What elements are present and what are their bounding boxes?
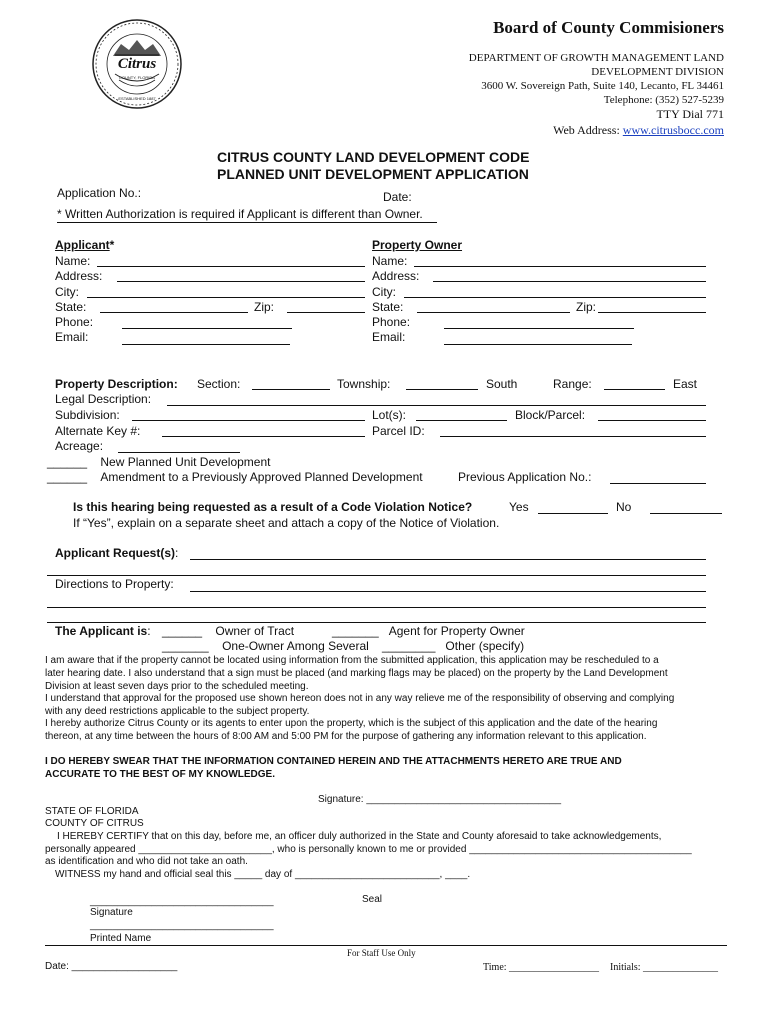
owner-city-field[interactable] (404, 297, 706, 298)
legal-para-4: I understand that approval for the proposed use shown hereon does not in any way relieve me of the responsibility of observing and complying (45, 693, 675, 704)
owner-email-field[interactable] (444, 344, 632, 345)
one-owner-option[interactable] (162, 639, 369, 653)
seal-ring-bottom: ESTABLISHED 1887 (118, 96, 156, 101)
agent-label: Agent for Property Owner (388, 624, 525, 638)
owner-phone-label: Phone: (372, 315, 411, 329)
parcel-id-label: Parcel ID: (372, 424, 425, 438)
one-owner-label: One-Owner Among Several (222, 639, 369, 653)
owner-state-label: State: (372, 300, 404, 314)
owner-name-field[interactable] (414, 266, 706, 267)
owner-zip-field[interactable] (598, 312, 706, 313)
applicant-email-field[interactable] (122, 344, 290, 345)
directions-line3[interactable] (47, 622, 706, 623)
legal-para-6: I hereby authorize Citrus County or its agents to enter upon the property, which is the subject of this application and the date of the hearing (45, 718, 658, 729)
applicant-is-colon: : (147, 624, 151, 638)
township-field[interactable] (406, 389, 478, 390)
staff-date[interactable]: Date: ___________________ (45, 961, 178, 972)
owner-city-label: City: (372, 285, 396, 299)
applicant-address-field[interactable] (117, 281, 365, 282)
violation-explain: If “Yes”, explain on a separate sheet and attach a copy of the Notice of Violation. (73, 516, 500, 530)
range-field[interactable] (604, 389, 665, 390)
staff-time[interactable]: Time: __________________ (483, 962, 600, 973)
lots-label: Lot(s): (372, 408, 407, 422)
subdivision-label: Subdivision: (55, 408, 120, 422)
owner-zip-label: Zip: (576, 300, 597, 314)
amendment-blank: ______ (47, 470, 88, 484)
applicant-is-label (55, 624, 151, 638)
web-label: Web Address: (553, 123, 620, 137)
notary-county: COUNTY OF CITRUS (45, 818, 144, 829)
county-seal (91, 18, 183, 110)
amendment-label: Amendment to a Previously Approved Planned Development (100, 470, 423, 484)
new-pud-option[interactable] (47, 455, 270, 469)
printed-name-caption: Printed Name (90, 933, 152, 944)
applicant-request-label (55, 546, 178, 560)
agent-option[interactable] (332, 624, 525, 638)
legal-para-7: thereon, at any time between the hours of 8:00 AM and 5:00 PM for the purpose of gathering any information relevant to this application. (45, 731, 647, 742)
owner-of-tract-label: Owner of Tract (215, 624, 295, 638)
new-pud-label: New Planned Unit Development (100, 455, 271, 469)
owner-address-field[interactable] (433, 281, 706, 282)
notary-witness[interactable]: WITNESS my hand and official seal this _____ day of __________________________, ____. (55, 869, 471, 880)
dept-line2: DEVELOPMENT DIVISION (591, 66, 724, 78)
applicant-request-line2[interactable] (47, 575, 706, 576)
property-description-label: Property Description: (55, 377, 178, 391)
legal-para-1: I am aware that if the property cannot be located using information from the submitted application, this application may be rescheduled to a (45, 655, 659, 666)
one-owner-blank: _______ (162, 639, 209, 653)
applicant-request-colon: : (175, 546, 179, 560)
web-address (553, 123, 724, 138)
dept-line1: DEPARTMENT OF GROWTH MANAGEMENT LAND (468, 52, 724, 64)
seal-label: Seal (362, 894, 383, 905)
agent-blank: _______ (332, 624, 379, 638)
applicant-state-label: State: (55, 300, 87, 314)
application-no-label: Application No.: (57, 186, 142, 200)
applicant-signature-line[interactable]: Signature: ___________________________________ (318, 794, 562, 805)
other-label: Other (specify) (445, 639, 525, 653)
applicant-city-field[interactable] (87, 297, 365, 298)
alternate-key-label: Alternate Key #: (55, 424, 141, 438)
notary-signature-line[interactable]: _________________________________ (90, 896, 274, 907)
notary-state: STATE OF FLORIDA (45, 806, 139, 817)
notary-signature-caption: Signature (90, 907, 133, 918)
owner-email-label: Email: (372, 330, 406, 344)
owner-of-tract-blank: ______ (162, 624, 203, 638)
violation-yes-field[interactable] (538, 513, 608, 514)
applicant-request-text: Applicant Request(s) (55, 546, 176, 560)
applicant-name-label: Name: (55, 254, 91, 268)
violation-no-field[interactable] (650, 513, 722, 514)
dept-address: 3600 W. Sovereign Path, Suite 140, Lecanto, FL 34461 (481, 80, 724, 92)
auth-note-underline (57, 222, 437, 223)
alternate-key-field[interactable] (162, 436, 365, 437)
other-option[interactable] (382, 639, 524, 653)
block-parcel-label: Block/Parcel: (515, 408, 586, 422)
applicant-name-field[interactable] (97, 266, 365, 267)
legal-para-3: Division at least seven days prior to the scheduled meeting. (45, 681, 309, 692)
title-line2: PLANNED UNIT DEVELOPMENT APPLICATION (217, 166, 529, 182)
swear-line1: I DO HEREBY SWEAR THAT THE INFORMATION CONTAINED HEREIN AND THE ATTACHMENTS HERETO ARE TRUE AND (45, 756, 622, 767)
dept-tty: TTY Dial 771 (656, 107, 724, 121)
violation-no-label: No (616, 500, 632, 514)
owner-address-label: Address: (372, 269, 420, 283)
owner-phone-field[interactable] (444, 328, 634, 329)
block-parcel-field[interactable] (598, 420, 706, 421)
directions-field[interactable] (190, 591, 706, 592)
notary-identification: as identification and who did not take an oath. (45, 856, 248, 867)
township-label: Township: (337, 377, 391, 391)
seal-center-text: Citrus (109, 56, 165, 72)
directions-line2[interactable] (47, 607, 706, 608)
parcel-id-field[interactable] (440, 436, 706, 437)
dept-telephone: Telephone: (352) 527-5239 (603, 94, 724, 106)
applicant-state-field[interactable] (100, 312, 248, 313)
applicant-city-label: City: (55, 285, 79, 299)
lots-field[interactable] (416, 420, 507, 421)
directions-label: Directions to Property: (55, 577, 174, 591)
applicant-address-label: Address: (55, 269, 103, 283)
staff-use-label: For Staff Use Only (347, 948, 416, 958)
applicant-star: * (109, 238, 115, 252)
applicant-heading (55, 238, 114, 252)
authorization-note: * Written Authorization is required if Applicant is different than Owner. (57, 207, 423, 221)
printed-name-line[interactable]: _________________________________ (90, 920, 274, 931)
owner-of-tract-option[interactable] (162, 624, 294, 638)
section-label: Section: (197, 377, 241, 391)
other-blank: ________ (382, 639, 436, 653)
new-pud-blank: ______ (47, 455, 88, 469)
legal-para-5: with any deed restrictions applicable to the subject property. (45, 706, 310, 717)
applicant-heading-text: Applicant (55, 238, 110, 252)
previous-application-field[interactable] (610, 483, 706, 484)
web-link[interactable]: www.citrusbocc.com (622, 123, 724, 137)
east-label: East (673, 377, 698, 391)
legal-para-2: later hearing date. I also understand that a sign must be placed (and marking flags may be placed) on the property by the Land Development (45, 668, 668, 679)
applicant-email-label: Email: (55, 330, 89, 344)
applicant-request-field[interactable] (190, 559, 706, 560)
applicant-phone-field[interactable] (122, 328, 292, 329)
title-line1: CITRUS COUNTY LAND DEVELOPMENT CODE (217, 149, 530, 165)
board-title: Board of County Commisioners (493, 18, 724, 37)
swear-line2: ACCURATE TO THE BEST OF MY KNOWLEDGE. (45, 769, 276, 780)
applicant-is-text: The Applicant is (55, 624, 148, 638)
acreage-field[interactable] (118, 452, 240, 453)
applicant-phone-label: Phone: (55, 315, 94, 329)
owner-state-field[interactable] (417, 312, 570, 313)
violation-yes-label: Yes (509, 500, 529, 514)
applicant-zip-field[interactable] (287, 312, 365, 313)
section-field[interactable] (252, 389, 330, 390)
range-label: Range: (553, 377, 592, 391)
staff-divider (45, 945, 727, 946)
amendment-option[interactable] (47, 470, 423, 484)
seal-ring-top: COUNTY, FLORIDA (119, 75, 155, 80)
acreage-label: Acreage: (55, 439, 104, 453)
notary-certify: I HEREBY CERTIFY that on this day, before me, an officer duly authorized in the State and County aforesaid to take acknowledgements, (57, 831, 662, 842)
legal-description-label: Legal Description: (55, 392, 152, 406)
violation-question: Is this hearing being requested as a result of a Code Violation Notice? (73, 500, 473, 514)
applicant-zip-label: Zip: (254, 300, 275, 314)
owner-name-label: Name: (372, 254, 408, 268)
legal-description-field[interactable] (167, 405, 706, 406)
south-label: South (486, 377, 518, 391)
owner-heading: Property Owner (372, 238, 463, 252)
staff-initials[interactable]: Initials: _______________ (610, 962, 719, 973)
notary-appeared[interactable]: personally appeared ________________________, who is personally known to me or provided ________________________________________ (45, 844, 692, 855)
date-label: Date: (383, 190, 412, 204)
subdivision-field[interactable] (132, 420, 365, 421)
previous-application-label: Previous Application No.: (458, 470, 592, 484)
